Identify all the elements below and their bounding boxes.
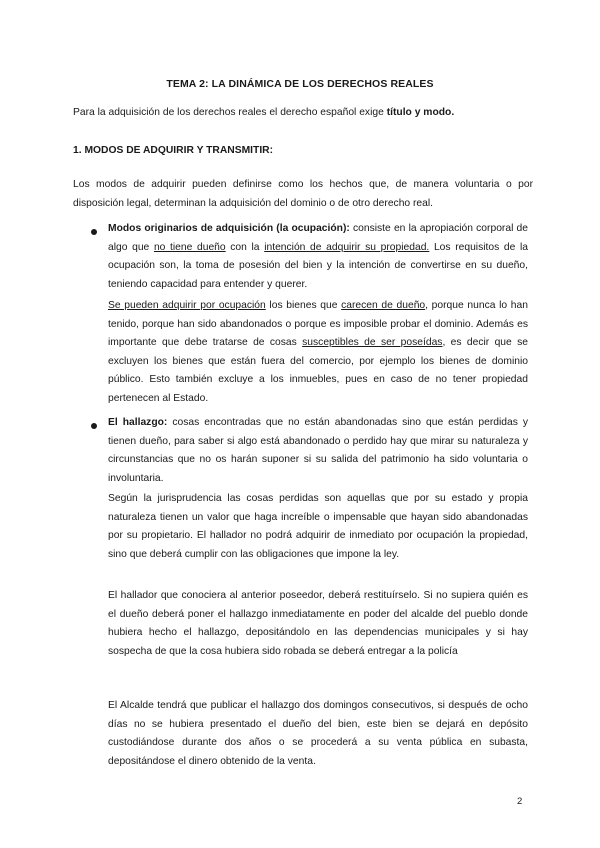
jurisprudencia-paragraph: Según la jurisprudencia las cosas perdidas son aquellas que por su estado y propia naturaleza tienen un valor que haga increíble o impensable que hayan sido abandonadas por su propietario. El hallador no podrá adquirir de inmediato por ocupación la propiedad, sino que deberá cumplir con las obligaciones que impone la ley. xyxy=(108,493,528,560)
originarios-label: Modos originarios de adquisición (la ocupación): xyxy=(108,223,350,234)
hallazgo-paragraph xyxy=(108,414,528,488)
underlined-run: no tiene dueño xyxy=(153,241,226,253)
text-run: consiste en la apropiación corporal de algo que xyxy=(108,223,528,253)
text-run: con la xyxy=(225,241,265,253)
bullet-icon xyxy=(91,423,97,429)
underlined-run: Se pueden adquirir por ocupación xyxy=(108,300,266,311)
section-heading: 1. MODOS DE ADQUIRIR Y TRANSMITIR: xyxy=(73,145,274,156)
intro-bold-text: título y modo. xyxy=(386,107,455,118)
hallador-paragraph: El hallador que conociera al anterior poseedor, deberá restituírselo. Si no supiera quién es el dueño deberá poner el hallazgo inmediatamente en poder del alcalde del pueblo donde hubiera hecho el hallazgo, depositándolo en las dependencias municipales y si hay sospecha de que la cosa hubiera sido robada se deberá entregar a la policía xyxy=(108,590,528,657)
modos-definition: Los modos de adquirir pueden definirse como los hechos que, de manera voluntaria o por disposición legal, determinan la adquisición del dominio o de otro derecho real. xyxy=(73,179,533,209)
text-run: , porque nunca lo han tenido, porque han sido abandonados o porque es imposible probar el dominio. Además es importante que debe tratarse de cosas xyxy=(108,300,528,349)
hallazgo-label: El hallazgo: xyxy=(108,417,168,428)
alcalde-paragraph: El Alcalde tendrá que publicar el hallazgo dos domingos consecutivos, si después de ocho días no se hubiera presentado el dueño del bien, este bien se dejará en depósito custodiándose durante dos años o se procederá a su venta pública en subasta, depositándose el dinero obtenido de la venta. xyxy=(108,700,528,767)
bullet-icon xyxy=(91,229,97,235)
underlined-run: intención de adquirir su propiedad. xyxy=(264,241,430,253)
text-run: Los requisitos de la ocupación son, la toma de posesión del bien y la intención de convertirse en su dueño, teniendo capacidad para entender y querer. xyxy=(108,241,529,290)
page-number: 2 xyxy=(517,796,523,807)
text-run: cosas encontradas que no están abandonadas sino que están perdidas y tienen dueño, para saber si algo está abandonado o perdido hay que mirar su naturaleza y circunstancias que no os harán suponer si su salida del patrimonio ha sido voluntaria o involuntaria. xyxy=(108,417,529,484)
underlined-run: susceptibles de ser poseídas xyxy=(302,337,443,349)
intro-text: Para la adquisición de los derechos reales el derecho español exige xyxy=(73,107,387,118)
text-run: , es decir que se excluyen los bienes que están fuera del comercio, por ejemplo los bienes de dominio público. Esto también excluye a los inmuebles, pues en caso de no tener propiedad pertenecen al Estado. xyxy=(108,337,528,404)
underlined-run: carecen de dueño xyxy=(341,300,426,311)
text-run: los bienes que xyxy=(265,300,342,311)
originarios-paragraph xyxy=(108,220,528,294)
originarios-paragraph-2 xyxy=(108,297,528,409)
intro-paragraph xyxy=(73,104,533,123)
document-title: TEMA 2: LA DINÁMICA DE LOS DERECHOS REALES xyxy=(166,78,434,90)
